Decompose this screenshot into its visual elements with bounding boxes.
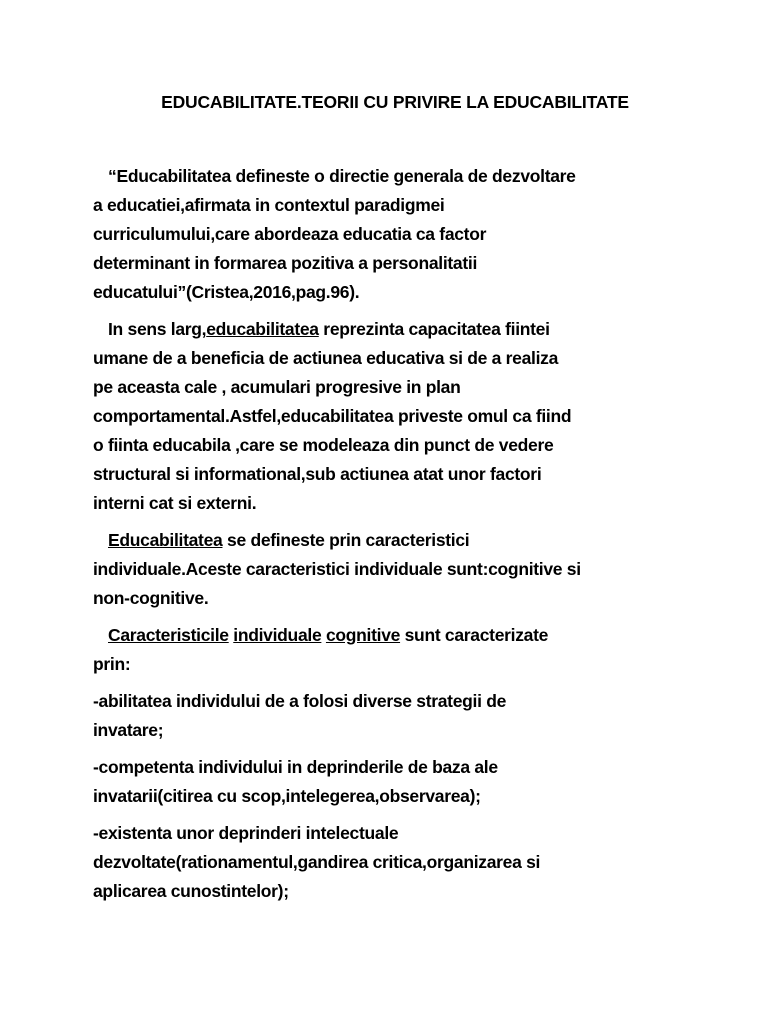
text-segment: In sens larg,: [108, 319, 207, 339]
paragraph-quote-definition: [93, 162, 693, 307]
text-line: umane de a beneficia de actiunea educativa si de a realiza: [93, 348, 559, 368]
text-line: educatului”(Cristea,2016,pag.96).: [93, 282, 360, 302]
text-line: -existenta unor deprinderi intelectuale: [93, 823, 399, 843]
text-line: non-cognitive.: [93, 588, 209, 608]
text-line: aplicarea cunostintelor);: [93, 881, 289, 901]
text-segment: reprezinta capacitatea fiintei: [318, 319, 550, 339]
underlined-term: educabilitatea: [206, 319, 319, 339]
text-segment: se defineste prin caracteristici: [222, 530, 470, 550]
document-title: EDUCABILITATE.TEORII CU PRIVIRE LA EDUCABILITATE: [161, 92, 629, 112]
text-line: determinant in formarea pozitiva a personalitatii: [93, 253, 478, 273]
text-line: [93, 621, 693, 650]
list-item-basic-skills: [93, 753, 693, 811]
text-line: prin:: [93, 654, 131, 674]
text-line: pe aceasta cale , acumulari progresive in plan: [93, 377, 461, 397]
text-line: interni cat si externi.: [93, 493, 257, 513]
text-segment: “Educabilitatea defineste o directie generala de dezvoltare: [108, 166, 576, 186]
text-line: comportamental.Astfel,educabilitatea priveste omul ca fiind: [93, 406, 572, 426]
text-line: a educatiei,afirmata in contextul paradigmei: [93, 195, 445, 215]
underlined-term: Caracteristicile: [108, 625, 229, 645]
text-line: structural si informational,sub actiunea atat unor factori: [93, 464, 542, 484]
text-line: -abilitatea individului de a folosi diverse strategii de: [93, 691, 507, 711]
text-line: individuale.Aceste caracteristici individuale sunt:cognitive si: [93, 559, 581, 579]
document-body: [93, 162, 693, 914]
underlined-term: cognitive: [325, 625, 401, 645]
text-line: -competenta individului in deprinderile de baza ale: [93, 757, 498, 777]
text-line: o fiinta educabila ,care se modeleaza din punct de vedere: [93, 435, 554, 455]
text-line: invatarii(citirea cu scop,intelegerea,observarea);: [93, 786, 481, 806]
text-line: curriculumului,care abordeaza educatia ca factor: [93, 224, 487, 244]
text-segment: sunt caracterizate: [400, 625, 549, 645]
list-item-learning-strategies: [93, 687, 693, 745]
text-line: dezvoltate(rationamentul,gandirea critica,organizarea si: [93, 852, 541, 872]
text-line: [93, 162, 693, 191]
paragraph-characteristics: [93, 526, 693, 613]
paragraph-cognitive-characteristics: [93, 621, 693, 679]
paragraph-broad-sense: [93, 315, 693, 518]
underlined-term: individuale: [233, 625, 322, 645]
text-line: [93, 526, 693, 555]
text-line: invatare;: [93, 720, 164, 740]
text-line: [93, 315, 693, 344]
underlined-term: Educabilitatea: [108, 530, 223, 550]
list-item-intellectual-skills: [93, 819, 693, 906]
